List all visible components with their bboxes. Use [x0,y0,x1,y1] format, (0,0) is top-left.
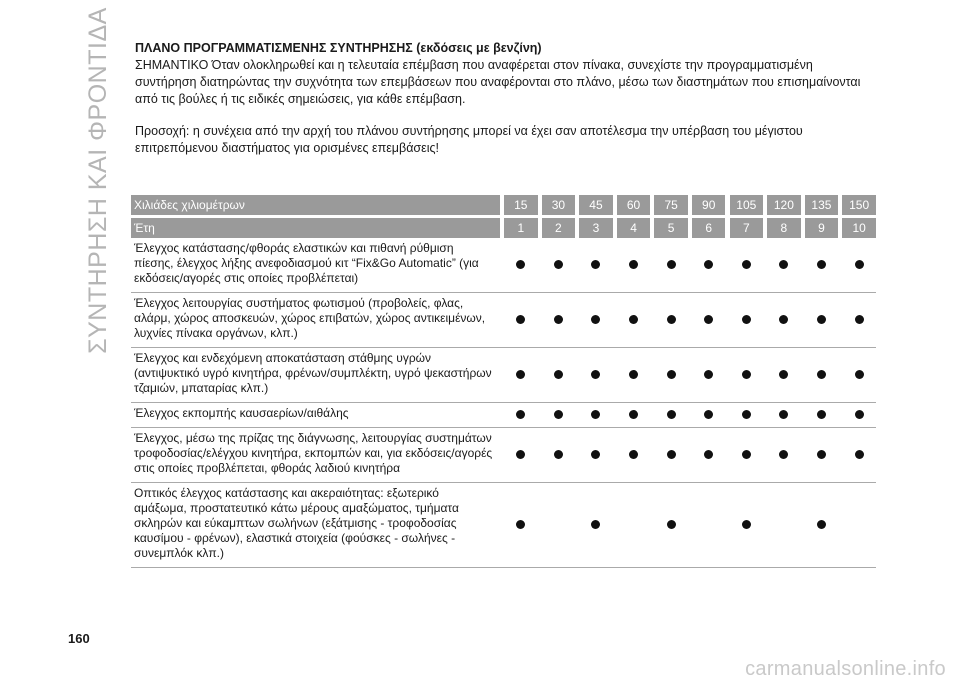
years-header-label: Έτη [131,218,500,238]
scheduled-dot-icon [667,370,676,379]
interval-cell [730,428,764,483]
years-header-value: 4 [617,218,651,238]
scheduled-dot-icon [667,520,676,529]
scheduled-dot-icon [855,450,864,459]
interval-cell [692,238,726,293]
section-title-text: ΣΥΝΤΗΡΗΣΗ ΚΑΙ ΦΡΟΝΤΙΔΑ [83,6,112,354]
interval-cell [767,403,801,428]
scheduled-dot-icon [704,410,713,419]
intro-heading: ΠΛΑΝΟ ΠΡΟΓΡΑΜΜΑΤΙΣΜΕΝΗΣ ΣΥΝΤΗΡΗΣΗΣ (εκδόσεις με βενζίνη) [135,41,542,55]
scheduled-dot-icon [554,370,563,379]
scheduled-dot-icon [704,260,713,269]
interval-cell [579,428,613,483]
operation-description: Έλεγχος κατάστασης/φθοράς ελαστικών και πιθανή ρύθμιση πίεσης, έλεγχος λήξης ανεφοδιασμού κιτ “Fix&Go Automatic” (για εκδόσεις/αγορές στις οποίες προβλέπεται) [131,238,500,293]
operation-description: Έλεγχος και ενδεχόμενη αποκατάσταση στάθμης υγρών (αντιψυκτικό υγρό κινητήρα, φρένων/συμπλέκτη, υγρό ψεκαστήρων τζαμιών, μπαταρίας κλπ.) [131,348,500,403]
interval-cell [542,348,576,403]
scheduled-dot-icon [742,450,751,459]
interval-cell [767,483,801,568]
scheduled-dot-icon [554,260,563,269]
scheduled-dot-icon [516,315,525,324]
interval-cell [805,348,839,403]
interval-cell [504,403,538,428]
scheduled-dot-icon [817,315,826,324]
interval-cell [654,403,688,428]
years-header-value: 1 [504,218,538,238]
scheduled-dot-icon [704,450,713,459]
table-row [131,238,876,293]
interval-cell [579,238,613,293]
km-header-value: 150 [842,195,876,215]
interval-cell [805,483,839,568]
scheduled-dot-icon [817,520,826,529]
km-header-row [131,195,876,215]
km-header-value: 30 [542,195,576,215]
page-number: 160 [68,631,90,646]
scheduled-dot-icon [554,315,563,324]
years-header-value: 9 [805,218,839,238]
interval-cell [767,293,801,348]
interval-cell [504,483,538,568]
years-header-value: 8 [767,218,801,238]
maintenance-schedule-table [131,195,876,568]
interval-cell [654,483,688,568]
years-header-value: 6 [692,218,726,238]
interval-cell [654,428,688,483]
intro-block [135,40,875,157]
scheduled-dot-icon [742,370,751,379]
maintenance-rows [131,238,876,568]
interval-cell [842,238,876,293]
interval-cell [617,293,651,348]
scheduled-dot-icon [704,370,713,379]
scheduled-dot-icon [516,410,525,419]
scheduled-dot-icon [779,260,788,269]
operation-description: Έλεγχος, μέσω της πρίζας της διάγνωσης, λειτουργίας συστημάτων τροφοδοσίας/ελέγχου κινητήρα, εκπομπών και, για εκδόσεις/αγορές στις οποίες προβλέπεται, φθοράς λαδιού κινητήρα [131,428,500,483]
interval-cell [617,483,651,568]
scheduled-dot-icon [817,260,826,269]
scheduled-dot-icon [817,370,826,379]
interval-cell [730,403,764,428]
interval-cell [617,238,651,293]
interval-cell [730,238,764,293]
interval-cell [805,293,839,348]
km-header-value: 15 [504,195,538,215]
interval-cell [504,293,538,348]
years-header-row [131,218,876,238]
km-header-value: 45 [579,195,613,215]
interval-cell [654,293,688,348]
intro-note-text: Προσοχή: η συνέχεια από την αρχή του πλάνου συντήρησης μπορεί να έχει σαν αποτέλεσμα την υπέρβαση του μέγιστου επιτρεπόμενου διαστήματος για ορισμένες επεμβάσεις! [135,124,803,155]
table-row [131,293,876,348]
scheduled-dot-icon [817,450,826,459]
km-header-value: 90 [692,195,726,215]
interval-cell [542,483,576,568]
scheduled-dot-icon [667,315,676,324]
interval-cell [692,348,726,403]
interval-cell [579,483,613,568]
scheduled-dot-icon [629,410,638,419]
interval-cell [730,483,764,568]
scheduled-dot-icon [667,260,676,269]
scheduled-dot-icon [516,450,525,459]
scheduled-dot-icon [629,370,638,379]
interval-cell [730,348,764,403]
scheduled-dot-icon [779,315,788,324]
operation-description: Οπτικός έλεγχος κατάστασης και ακεραιότητας: εξωτερικό αμάξωμα, προστατευτικό κάτω μέρους αμαξώματος, τμήματα σκληρών και εύκαμπτων σωλήνων (εξάτμισης - τροφοδοσίας καυσίμου - φρένων), ελαστικά στοιχεία (φούσκες - σωλήνες - συνεμπλόκ κλπ.) [131,483,500,568]
scheduled-dot-icon [855,410,864,419]
scheduled-dot-icon [742,410,751,419]
scheduled-dot-icon [591,370,600,379]
km-header-value: 75 [654,195,688,215]
interval-cell [579,293,613,348]
table-row [131,348,876,403]
scheduled-dot-icon [591,260,600,269]
interval-cell [805,403,839,428]
years-header-value: 10 [842,218,876,238]
interval-cell [842,483,876,568]
km-header-value: 105 [730,195,764,215]
scheduled-dot-icon [855,260,864,269]
interval-cell [692,428,726,483]
interval-cell [692,293,726,348]
scheduled-dot-icon [591,450,600,459]
years-header-value: 5 [654,218,688,238]
table-row [131,483,876,568]
interval-cell [542,428,576,483]
years-header-value: 7 [730,218,764,238]
interval-cell [542,238,576,293]
scheduled-dot-icon [554,410,563,419]
km-header-value: 120 [767,195,801,215]
scheduled-dot-icon [591,315,600,324]
interval-cell [542,293,576,348]
interval-cell [730,293,764,348]
interval-cell [504,238,538,293]
years-header-value: 3 [579,218,613,238]
km-header-label: Χιλιάδες χιλιομέτρων [131,195,500,215]
interval-cell [504,348,538,403]
interval-cell [767,238,801,293]
interval-cell [805,428,839,483]
km-header-value: 60 [617,195,651,215]
interval-cell [654,348,688,403]
interval-cell [805,238,839,293]
scheduled-dot-icon [779,450,788,459]
interval-cell [842,403,876,428]
scheduled-dot-icon [779,370,788,379]
interval-cell [579,348,613,403]
interval-cell [617,428,651,483]
scheduled-dot-icon [667,450,676,459]
interval-cell [579,403,613,428]
scheduled-dot-icon [855,315,864,324]
scheduled-dot-icon [704,315,713,324]
table-row [131,428,876,483]
km-header-value: 135 [805,195,839,215]
scheduled-dot-icon [742,260,751,269]
operation-description: Έλεγχος λειτουργίας συστήματος φωτισμού (προβολείς, φλας, αλάρμ, χώρος αποσκευών, χώρος επιβατών, χώρος αντικειμένων, λυχνίες πίνακα οργάνων, κλπ.) [131,293,500,348]
interval-cell [617,403,651,428]
interval-cell [542,403,576,428]
interval-cell [842,293,876,348]
scheduled-dot-icon [554,450,563,459]
scheduled-dot-icon [516,520,525,529]
interval-cell [692,483,726,568]
scheduled-dot-icon [516,260,525,269]
scheduled-dot-icon [667,410,676,419]
table-row [131,403,876,428]
interval-cell [504,428,538,483]
watermark-text: carmanualsonline.info [745,658,946,680]
scheduled-dot-icon [742,520,751,529]
years-header-value: 2 [542,218,576,238]
interval-cell [842,428,876,483]
scheduled-dot-icon [591,520,600,529]
scheduled-dot-icon [591,410,600,419]
interval-cell [654,238,688,293]
scheduled-dot-icon [629,315,638,324]
interval-cell [842,348,876,403]
scheduled-dot-icon [629,260,638,269]
scheduled-dot-icon [817,410,826,419]
interval-cell [692,403,726,428]
operation-description: Έλεγχος εκπομπής καυσαερίων/αιθάλης [131,403,500,428]
scheduled-dot-icon [629,450,638,459]
interval-cell [617,348,651,403]
scheduled-dot-icon [779,410,788,419]
scheduled-dot-icon [742,315,751,324]
interval-cell [767,348,801,403]
scheduled-dot-icon [516,370,525,379]
section-title-vertical [58,0,138,360]
intro-important-text: ΣΗΜΑΝΤΙΚΟ Όταν ολοκληρωθεί και η τελευταία επέμβαση που αναφέρεται στον πίνακα, συνεχίστε την προγραμματισμένη συντήρηση διατηρώντας την συχνότητα των επεμβάσεων που αναφέρονται στο πλάνο, μέσω των διαστημάτων που επισημαίνονται από τις βούλες ή τις ειδικές σημειώσεις, για κάθε επέμβαση. [135,58,861,106]
interval-cell [767,428,801,483]
scheduled-dot-icon [855,370,864,379]
